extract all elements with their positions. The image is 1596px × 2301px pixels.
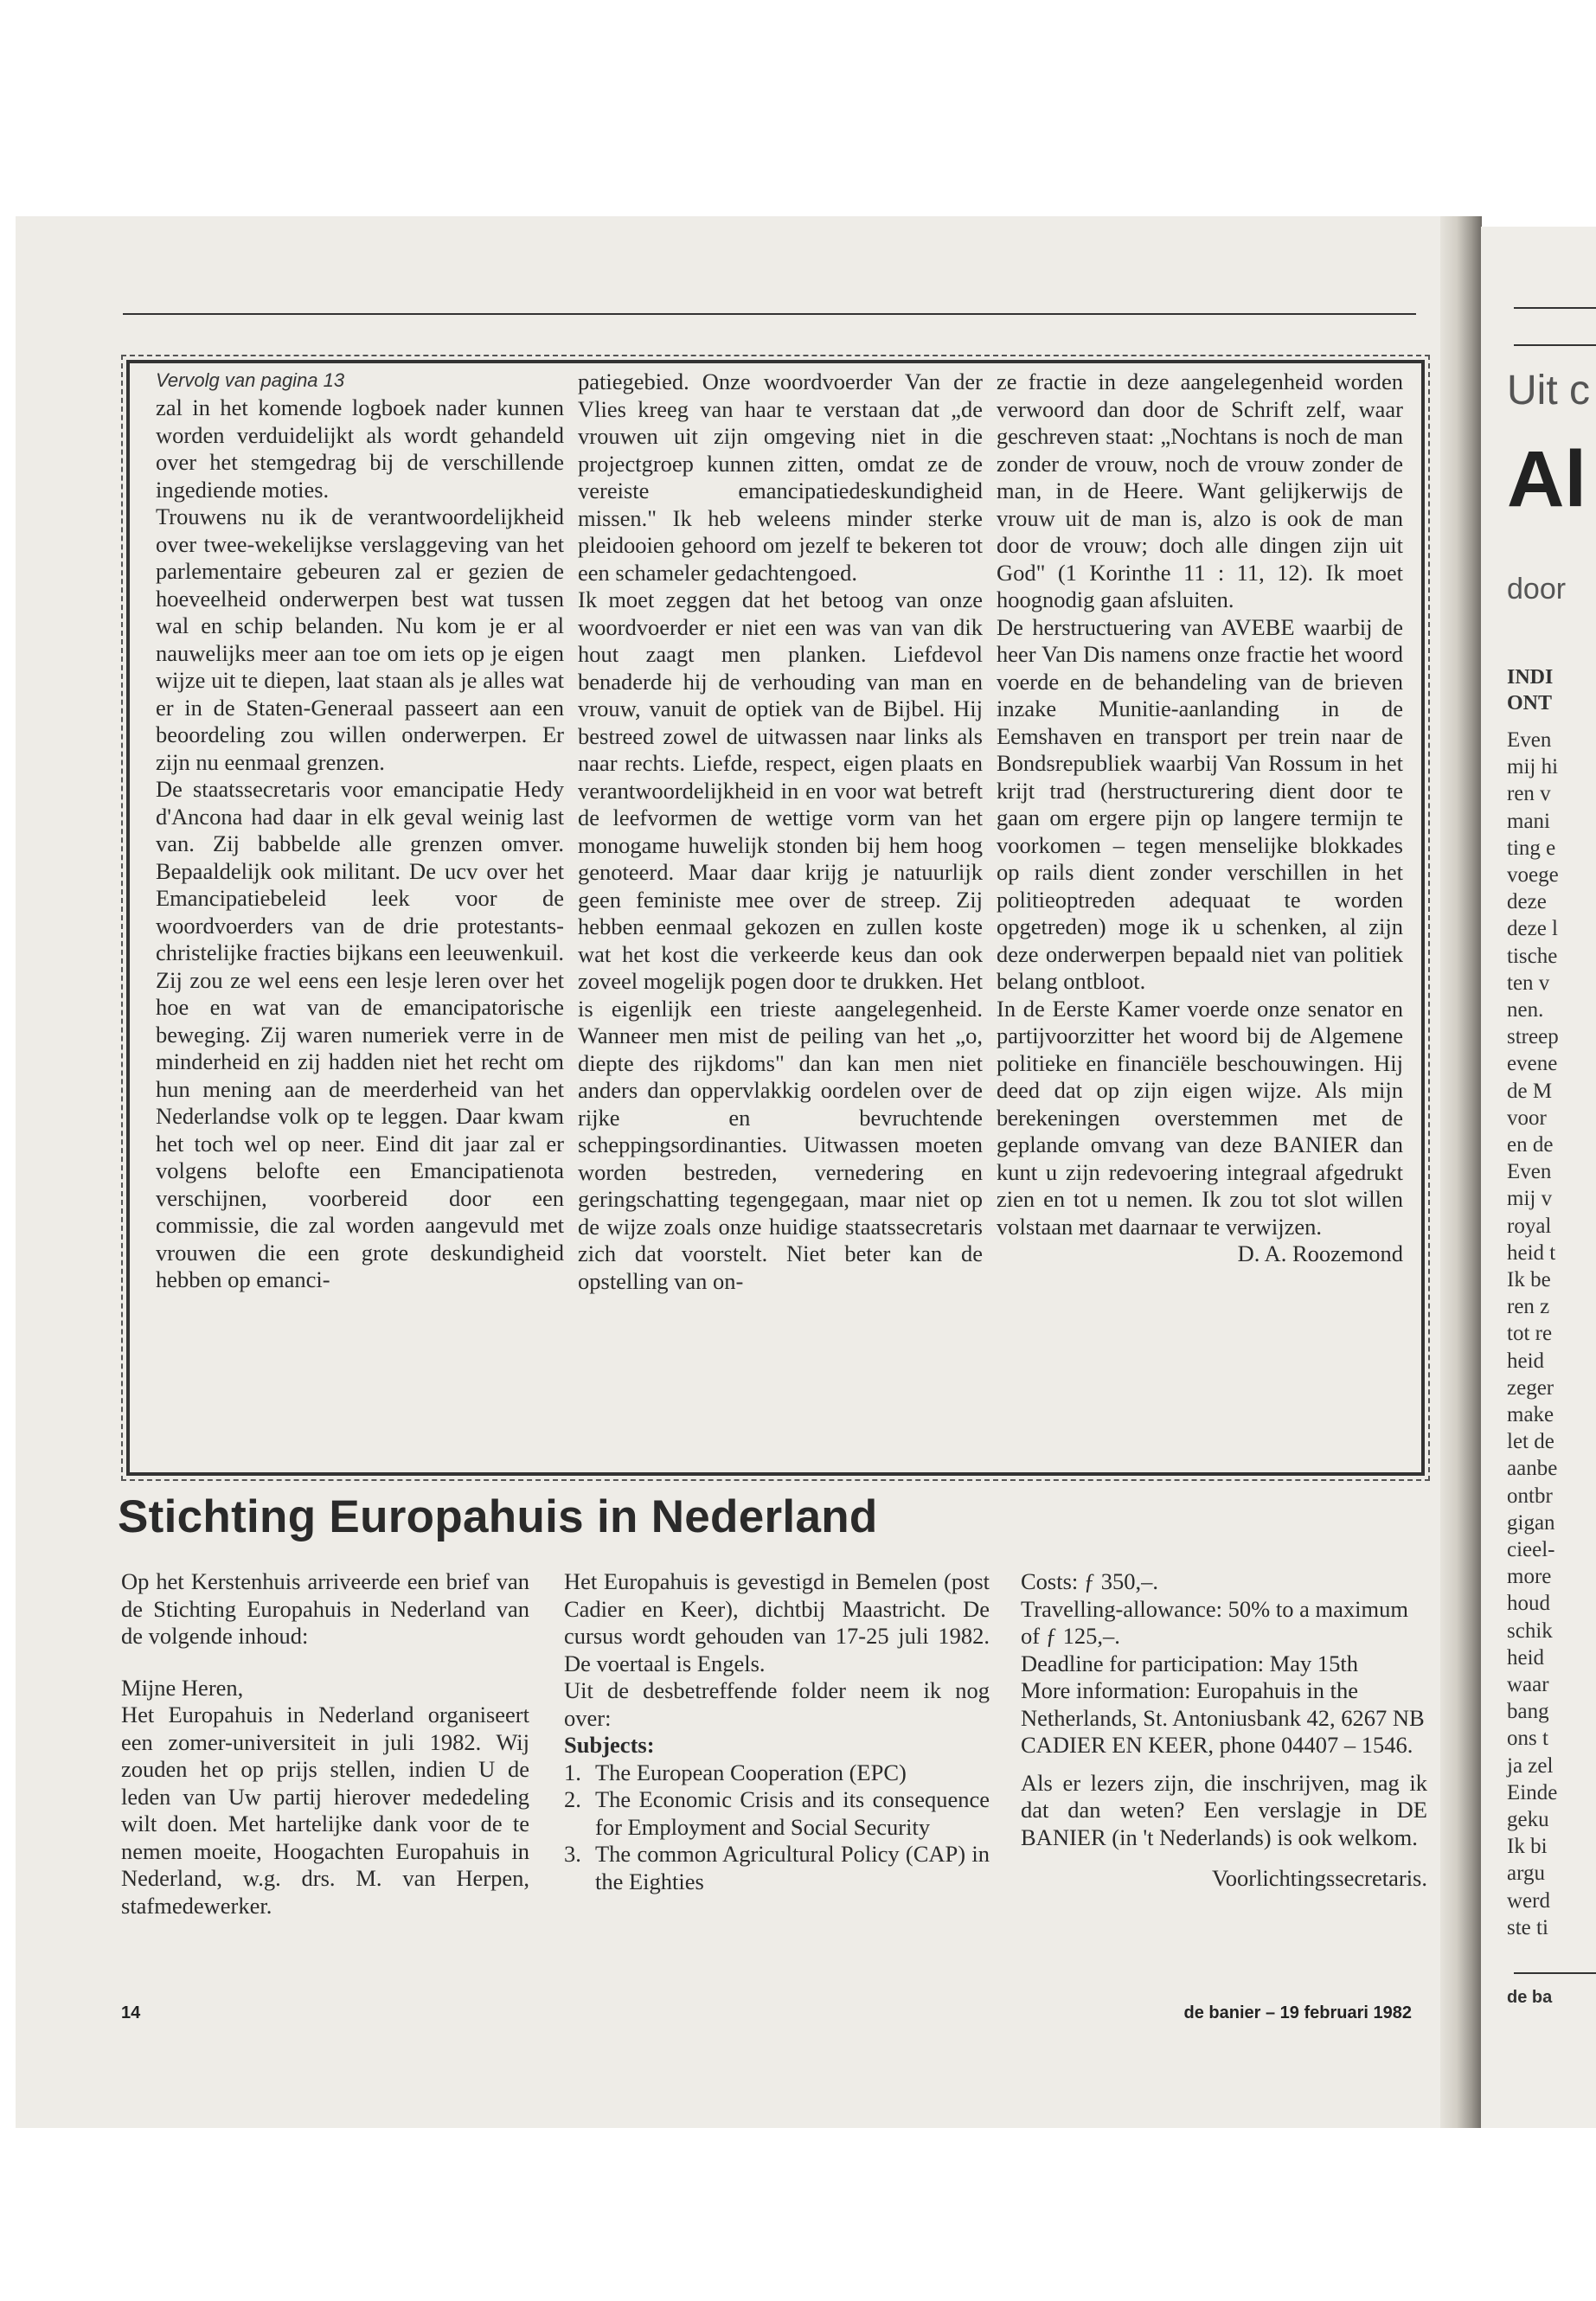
next-page-word: tot re	[1507, 1322, 1553, 1346]
next-page-word: streep	[1507, 1025, 1559, 1049]
next-page-word: Even	[1507, 1160, 1552, 1184]
list-item: 2. The Economic Crisis and its consequence for Employment and Social Security	[564, 1786, 990, 1840]
paragraph: Op het Kerstenhuis arriveerde een brief van de Stichting Europahuis in Nederland van de volgende inhoud:	[121, 1568, 529, 1649]
next-page-word: deze l	[1507, 917, 1558, 941]
next-page-word: houd	[1507, 1592, 1550, 1616]
next-page-word: cieel-	[1507, 1538, 1555, 1561]
publication-footer: de banier – 19 februari 1982	[1183, 2003, 1412, 2022]
next-page-word: ontbr	[1507, 1484, 1553, 1508]
paragraph: patiegebied. Onze woordvoerder Van der Vlies kreeg van haar te verstaan dat „de vrouwen uit zijn omgeving niet in die projectgroep kunnen zitten, omdat ze de vereiste emancipatiedeskundigheid missen." Ik heb weleens minder sterke pleidooien gehoord om jezelf te bekeren tot een schameler gedachtengoed.	[578, 369, 983, 586]
salutation: Mijne Heren,	[121, 1674, 244, 1701]
next-page-word: Ik bi	[1507, 1835, 1548, 1859]
newspaper-page	[35, 232, 1436, 2109]
column-2	[578, 369, 983, 1295]
next-page-word: Even	[1507, 728, 1552, 752]
next-page-word: mij hi	[1507, 755, 1559, 779]
next-page-word: evene	[1507, 1052, 1558, 1076]
paragraph: Trouwens nu ik de verantwoordelijkheid over twee-wekelijkse verslaggeving van het parlementaire gebeuren zal er gezien de hoeveelheid onderwerpen best wat tussen wal en schip belanden. Nu kom je er al nauwelijks meer aan toe om iets op je eigen wijze uit te diepen, laat staan als je alles wat er in de Staten-Generaal passeert aan een beoordeling zou willen onderwerpen. Er zijn nu eenmaal grenzen.	[156, 503, 564, 775]
next-page-word: ja zel	[1507, 1753, 1554, 1778]
paragraph: In de Eerste Kamer voerde onze senator en partijvoorzitter het woord bij de Algemene politieke en financiële beschouwingen. Hij deed dat op zijn eigen wijze. Als mijn berekeningen overstemmen met de geplande omvang van deze BANIER dan kunt u zijn redevoering integraal afgedrukt zien en tot u nemen. Ik zou tot slot willen volstaan met daarnaar te verwijzen.	[997, 995, 1403, 1240]
deadline: Deadline for participation: May 15th	[1021, 1650, 1359, 1676]
next-page-word: mij v	[1507, 1187, 1553, 1211]
next-page-word: heid	[1507, 1349, 1545, 1373]
list-item: 1. The European Cooperation (EPC)	[564, 1759, 907, 1785]
paragraph: Ik moet zeggen dat het betoog van onze woordvoerder er niet een was van van dik hout zaagt men planken. Liefdevol benaderde hij de verhouding van man en vrouw, vanuit de optiek van de Bijbel. Hij bestreed zowel de uitwassen naar links als naar rechts. Liefde, respect, eigen plaats en verantwoordelijkheid in en voor wat betreft de leefvormen de wettige vorm van het monogame huwelijk stonden bij hem hoog genoteerd. Maar daar krijg je natuurlijk geen feministe mee over de streep. Zij hebben eenmaal gekozen en zullen koste wat het kost die verkeerde keus dan ook zoveel mogelijk pogen door te drukken. Het is eigenlijk een trieste aangelegenheid. Wanneer men mist de peiling van het „o, diepte des rijkdoms" dan kan men niet anders dan oppervlakkig oordelen over de rijke en bevruchtende scheppingsordinanties. Uitwassen moeten worden bestreden, vernedering en geringschatting tegengegaan, maar niet op de wijze zoals onze huidige staatssecretaris zich dat voorstelt. Niet beter kan de opstelling van on-	[578, 586, 983, 1294]
article-column-3	[1021, 1568, 1427, 1893]
next-page-word: bang	[1507, 1700, 1549, 1724]
next-page-fragment: Al	[1507, 435, 1586, 523]
next-page-word: schik	[1507, 1618, 1553, 1643]
next-page-word: zeger	[1507, 1375, 1554, 1400]
paragraph: Uit de desbetreffende folder neem ik nog over:	[564, 1677, 990, 1731]
page-number: 14	[121, 2003, 141, 2022]
closing-paragraph: Als er lezers zijn, die inschrijven, mag ik dat dan weten? Een verslagje in DE BANIER (in 't Nederlands) is ook welkom.	[1021, 1769, 1427, 1850]
next-page-fragment: door	[1507, 573, 1567, 606]
more-information: More information: Europahuis in the Netherlands, St. Antoniusbank 42, 6267 NB CADIER EN KEER, phone 04407 – 1546.	[1021, 1677, 1425, 1758]
next-page-word: gigan	[1507, 1510, 1555, 1535]
next-page-word: ting e	[1507, 836, 1556, 860]
column-1	[156, 369, 564, 1294]
subjects-list	[564, 1759, 990, 1896]
next-page-word: voege	[1507, 863, 1559, 887]
next-page-word: ste ti	[1507, 1915, 1548, 1939]
next-page-word: waar	[1507, 1673, 1549, 1696]
travel-allowance: Travelling-allowance: 50% to a maximum of ƒ 125,–.	[1021, 1595, 1408, 1649]
paragraph: zal in het komende logboek nader kunnen worden verduidelijkt als wordt gehandeld over het stemgedrag bij de verschillende ingediende moties.	[156, 394, 564, 503]
next-page-word: more	[1507, 1565, 1552, 1589]
article-column-1	[121, 1568, 529, 1920]
top-rule	[123, 313, 1416, 315]
next-page-word: ons t	[1507, 1727, 1548, 1751]
article-column-2	[564, 1568, 990, 1895]
next-page-word: tische	[1507, 944, 1558, 968]
next-page-rule	[1514, 307, 1596, 309]
column-3	[997, 369, 1403, 1268]
next-page-fragment: Uit c	[1507, 368, 1590, 413]
next-page-word: de M	[1507, 1079, 1553, 1103]
article-headline: Stichting Europahuis in Nederland	[118, 1491, 878, 1542]
next-page-word: deze	[1507, 890, 1547, 914]
binding-spine	[1440, 216, 1482, 2128]
next-page-rule	[1514, 344, 1596, 346]
costs: Costs: ƒ 350,–.	[1021, 1568, 1159, 1594]
next-page-rule	[1514, 1972, 1596, 1974]
next-page-word: geku	[1507, 1808, 1549, 1831]
next-page-word: make	[1507, 1403, 1554, 1426]
next-page-word: Ik be	[1507, 1268, 1551, 1292]
next-page-word: nen.	[1507, 998, 1544, 1022]
next-page-footer: de ba	[1507, 1988, 1553, 2007]
next-page-word: let de	[1507, 1430, 1554, 1454]
next-page-word: heid t	[1507, 1240, 1556, 1265]
subjects-label: Subjects:	[564, 1732, 655, 1758]
next-page-fragment: ONT	[1507, 692, 1553, 715]
paragraph: De herstructuering van AVEBE waarbij de heer Van Dis namens onze fractie het woord voerde en de behandeling van de brieven inzake Munitie-aanlanding in de Eemshaven en transport per trein naar de Bondsrepubliek waarbij Van Rossum in het krijt trad (herstructurering dient door te gaan om ergere pijn op langere termijn te voorkomen – tegen menselijke blokkades op rails dient zonder verschillen in het politieoptreden adequaat te worden opgetreden) moge ik u schenken, al zijn deze onderwerpen bepaald niet van politiek belang ontbloot.	[997, 613, 1403, 994]
signoff: Voorlichtingssecretaris.	[1212, 1865, 1427, 1891]
next-page-word: voor	[1507, 1106, 1547, 1130]
next-page-word: werd	[1507, 1888, 1550, 1913]
paragraph: ze fractie in deze aangelegenheid worden verwoord dan door de Schrift zelf, waar geschreven staat: „Nochtans is noch de man zonder de vrouw, noch de vrouw zonder de man, in de Heere. Want gelijkerwijs de vrouw uit de man is, alzo is ook de man door de vrouw; doch alle dingen zijn uit God" (1 Korinthe 11 : 11, 12). Ik moet hoognodig gaan afsluiten.	[997, 369, 1403, 612]
next-page-fragment: INDI	[1507, 666, 1554, 689]
continued-article-box	[126, 360, 1425, 1476]
list-item: 3. The common Agricultural Policy (CAP) in the Eighties	[564, 1841, 990, 1894]
next-page-word: argu	[1507, 1862, 1545, 1886]
next-page-word: ren z	[1507, 1295, 1550, 1319]
next-page-word: en de	[1507, 1133, 1554, 1157]
next-page-word: ren v	[1507, 782, 1551, 806]
paragraph: De staatssecretaris voor emancipatie Hedy d'Ancona had daar in elk geval weinig last van. Zij babbelde alle grenzen omver. Bepaaldelijk ook militant. De ucv over het Emancipatiebeleid leek voor de woordvoerders van de drie protestants-christelijke fracties bijkans een leeuwenkuil. Zij zou ze wel eens een lesje leren over het hoe en wat van de emancipatorische beweging. Zij waren numeriek verre in de minderheid en zij hadden niet het recht om hun mening aan de meerderheid van het Nederlandse volk op te leggen. Daar kwam het toch wel op neer. Eind dit jaar zal er volgens belofte een Emancipatienota verschijnen, voorbereid door een commissie, die zal worden aangevuld met vrouwen die een grote deskundigheid hebben op emanci-	[156, 776, 564, 1292]
next-page-word: ten v	[1507, 971, 1550, 995]
paragraph: Het Europahuis is gevestigd in Bemelen (post Cadier en Keer), dichtbij Maastricht. De cursus wordt gehouden van 17-25 juli 1982. De voertaal is Engels.	[564, 1568, 990, 1676]
paragraph: Het Europahuis in Nederland organiseert een zomer-universiteit in juli 1982. Wij zouden het op prijs stellen, indien U de leden van Uw partij hierover mededeling wilt doen. Met hartelijke dank voor de te nemen moeite, Hoogachten Europahuis in Nederland, w.g. drs. M. van Herpen, stafmedewerker.	[121, 1702, 529, 1919]
next-page-edge	[1481, 227, 1596, 2128]
author-signature: D. A. Roozemond	[1237, 1240, 1403, 1266]
next-page-word: aanbe	[1507, 1457, 1558, 1481]
next-page-word: royal	[1507, 1214, 1552, 1238]
continued-from-label: Vervolg van pagina 13	[156, 369, 345, 391]
next-page-word: heid	[1507, 1645, 1545, 1670]
next-page-word: Einde	[1507, 1780, 1558, 1804]
next-page-word: mani	[1507, 809, 1550, 833]
